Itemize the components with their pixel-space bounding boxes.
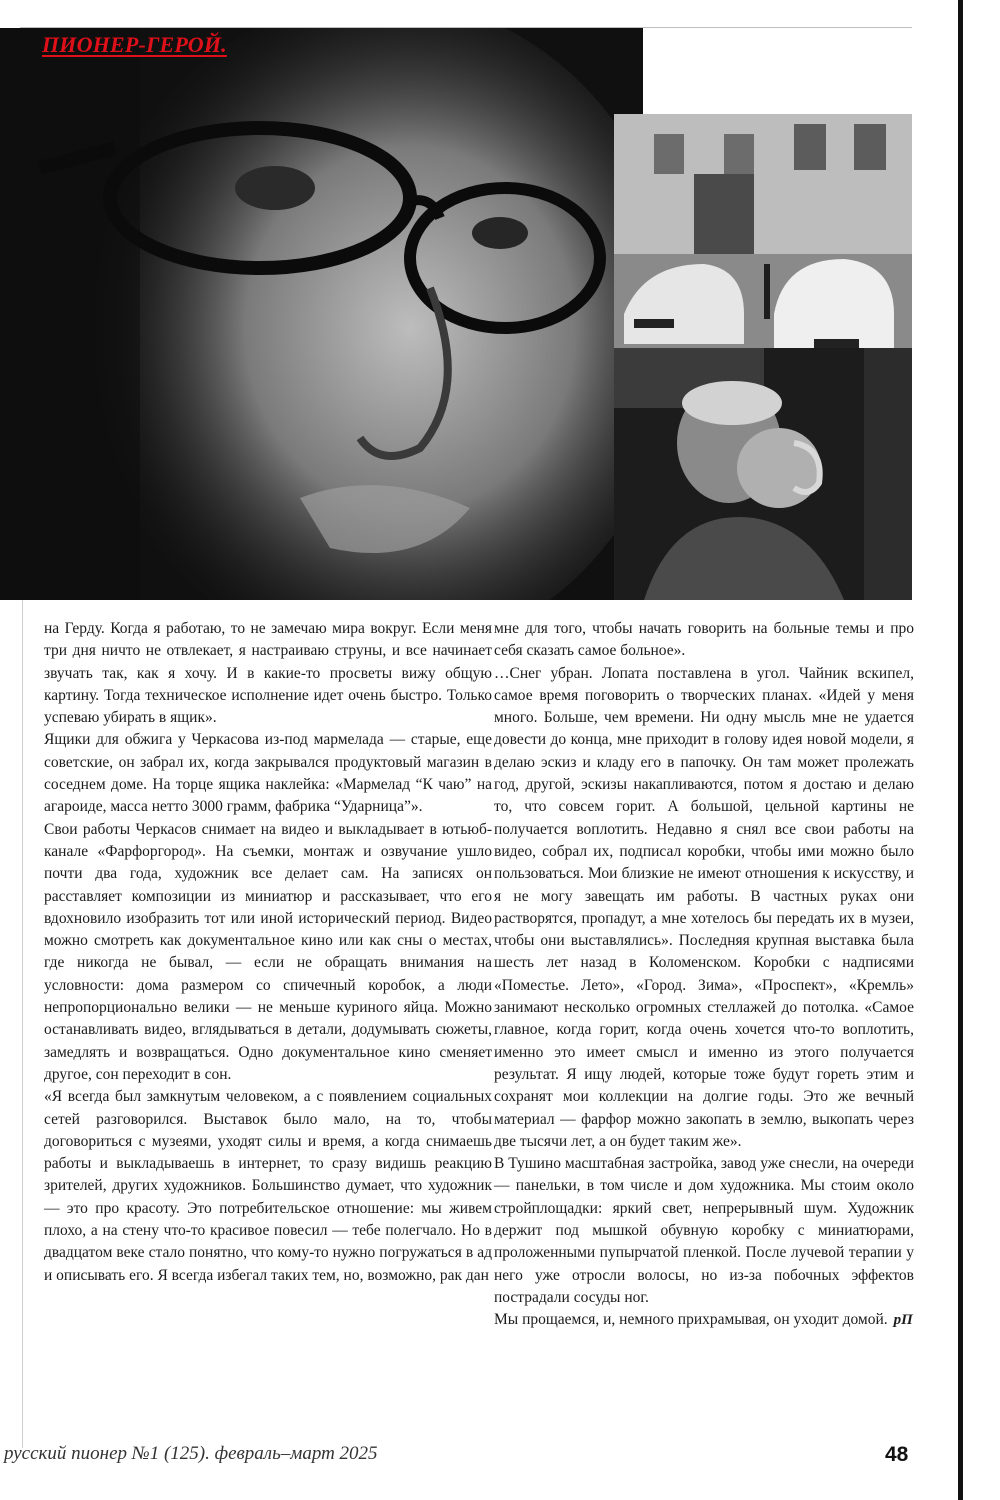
magazine-issue-info: русский пионер №1 (125). февраль–март 2025 bbox=[4, 1443, 378, 1464]
page-number: 48 bbox=[885, 1443, 909, 1466]
end-of-article-mark: рП bbox=[893, 1312, 913, 1329]
paragraph: на Герду. Когда я работаю, то не замечаю мира вокруг. Если меня три дня ничто не отвлекает, я настраиваю струны, и все начинает звучать так, как я хочу. И в какие-то просветы вижу общую картину. Тогда техническое исполнение идет очень быстро. Только успеваю убирать в ящик». bbox=[44, 620, 492, 727]
man-drinking-photo bbox=[614, 348, 912, 600]
paragraph: Ящики для обжига у Черкасова из-под мармелада — старые, еще советские, он забрал их, когда закрывался продуктовый магазин в соседнем доме. На торце ящика наклейка: «Мармелад “К чаю” на агароиде, масса нетто 3000 грамм, фабрика “Ударница”». bbox=[44, 731, 492, 816]
page-edge-bar bbox=[958, 0, 963, 1500]
paragraph-final bbox=[494, 1309, 914, 1331]
paragraph: …Снег убран. Лопата поставлена в угол. Чайник вскипел, самое время поговорить о творческих планах. «Идей у меня много. Больше, чем времени. Ни одну мысль мне не удается довести до конца, мне приходит в голову идея новой модели, я делаю эскиз и кладу его в папочку. Он там может пролежать год, другой, эскизы накапливаются, потом я достаю и делаю то, что совсем горит. А большой, цельной картины не получается воплотить. Недавно я снял все свои работы на видео, собрал их, подписал коробки, чтобы ими можно было пользоваться. Мои близкие не имеют отношения к искусству, и я не могу завещать им работы. В частных руках они растворятся, пропадут, а мне хотелось бы передать их в музеи, чтобы они выставлялись». Последняя крупная выставка была шесть лет назад в Коломенском. Коробки с надписями «Поместье. Лето», «Город. Зима», «Проспект», «Кремль» занимают несколько огромных стеллажей до потолка. «Самое главное, когда горит, когда очень хочется что-то воплотить, именно это имеет смысл и именно из этого получается результат. Я ищу людей, которые тоже будут гореть этим и сохранят мои коллекции на долгие годы. Это же вечный материал — фарфор можно закопать в землю, выкопать через две тысячи лет, а он будет таким же». bbox=[494, 664, 914, 1150]
article-left-column bbox=[44, 618, 492, 1287]
final-sentence: Мы прощаемся, и, немного прихрамывая, он уходит домой. bbox=[494, 1311, 888, 1329]
paragraph: мне для того, чтобы начать говорить на больные темы и про себя сказать самое больное». bbox=[494, 620, 914, 660]
article-right-column bbox=[494, 618, 914, 1332]
paragraph: «Я всегда был замкнутым человеком, а с появлением социальных сетей разговорился. Выставок было мало, на то, чтобы договориться с музеями, уходят силы и время, а когда снимаешь работы и выкладываешь в интернет, то сразу видишь реакцию зрителей, других художников. Большинство думает, что художник — это про красоту. Это потребительское отношение: мы живем плохо, а на стену что-то красивое повесил — тебе полегчало. Но в двадцатом веке стало понятно, что кому-то нужно погружаться в ад и описывать его. Я всегда избегал таких тем, но, возможно, рак дан bbox=[44, 1088, 492, 1284]
paragraph: Свои работы Черкасов снимает на видео и выкладывает в ютьюб-канале «Фарфоргород». На съемки, монтаж и озвучание ушло почти два года, художник все делает сам. На записях он расставляет композиции из миниатюр и рассказывает, что его вдохновило изобразить тот или иной исторический период. Видео можно смотреть как документальное кино или как сны о местах, где никогда не бывал, — если не обращать внимания на условности: дома размером со спичечный коробок, а люди непропорционально велики — не меньше куриного яйца. Можно останавливать видео, вглядываться в детали, додумывать сюжеты, замедлять и возвращаться. Одно документальное кино сменяет другое, сон переходит в сон. bbox=[44, 820, 492, 1083]
paragraph: В Тушино масштабная застройка, завод уже снесли, на очереди — панельки, в том числе и дом художника. Мы стоим около стройплощадки: яркий свет, непрерывный шум. Художник держит под мышкой обувную коробку с миниатюрами, проложенными пупырчатой пленкой. После лучевой терапии у него уже отросли волосы, но из-за побочных эффектов пострадали сосуды ног. bbox=[494, 1155, 914, 1306]
section-title: ПИОНЕР-ГЕРОЙ. bbox=[42, 32, 227, 57]
courtyard-photo bbox=[614, 114, 912, 359]
main-portrait-photo bbox=[0, 28, 643, 600]
left-margin-rule bbox=[22, 600, 23, 1448]
